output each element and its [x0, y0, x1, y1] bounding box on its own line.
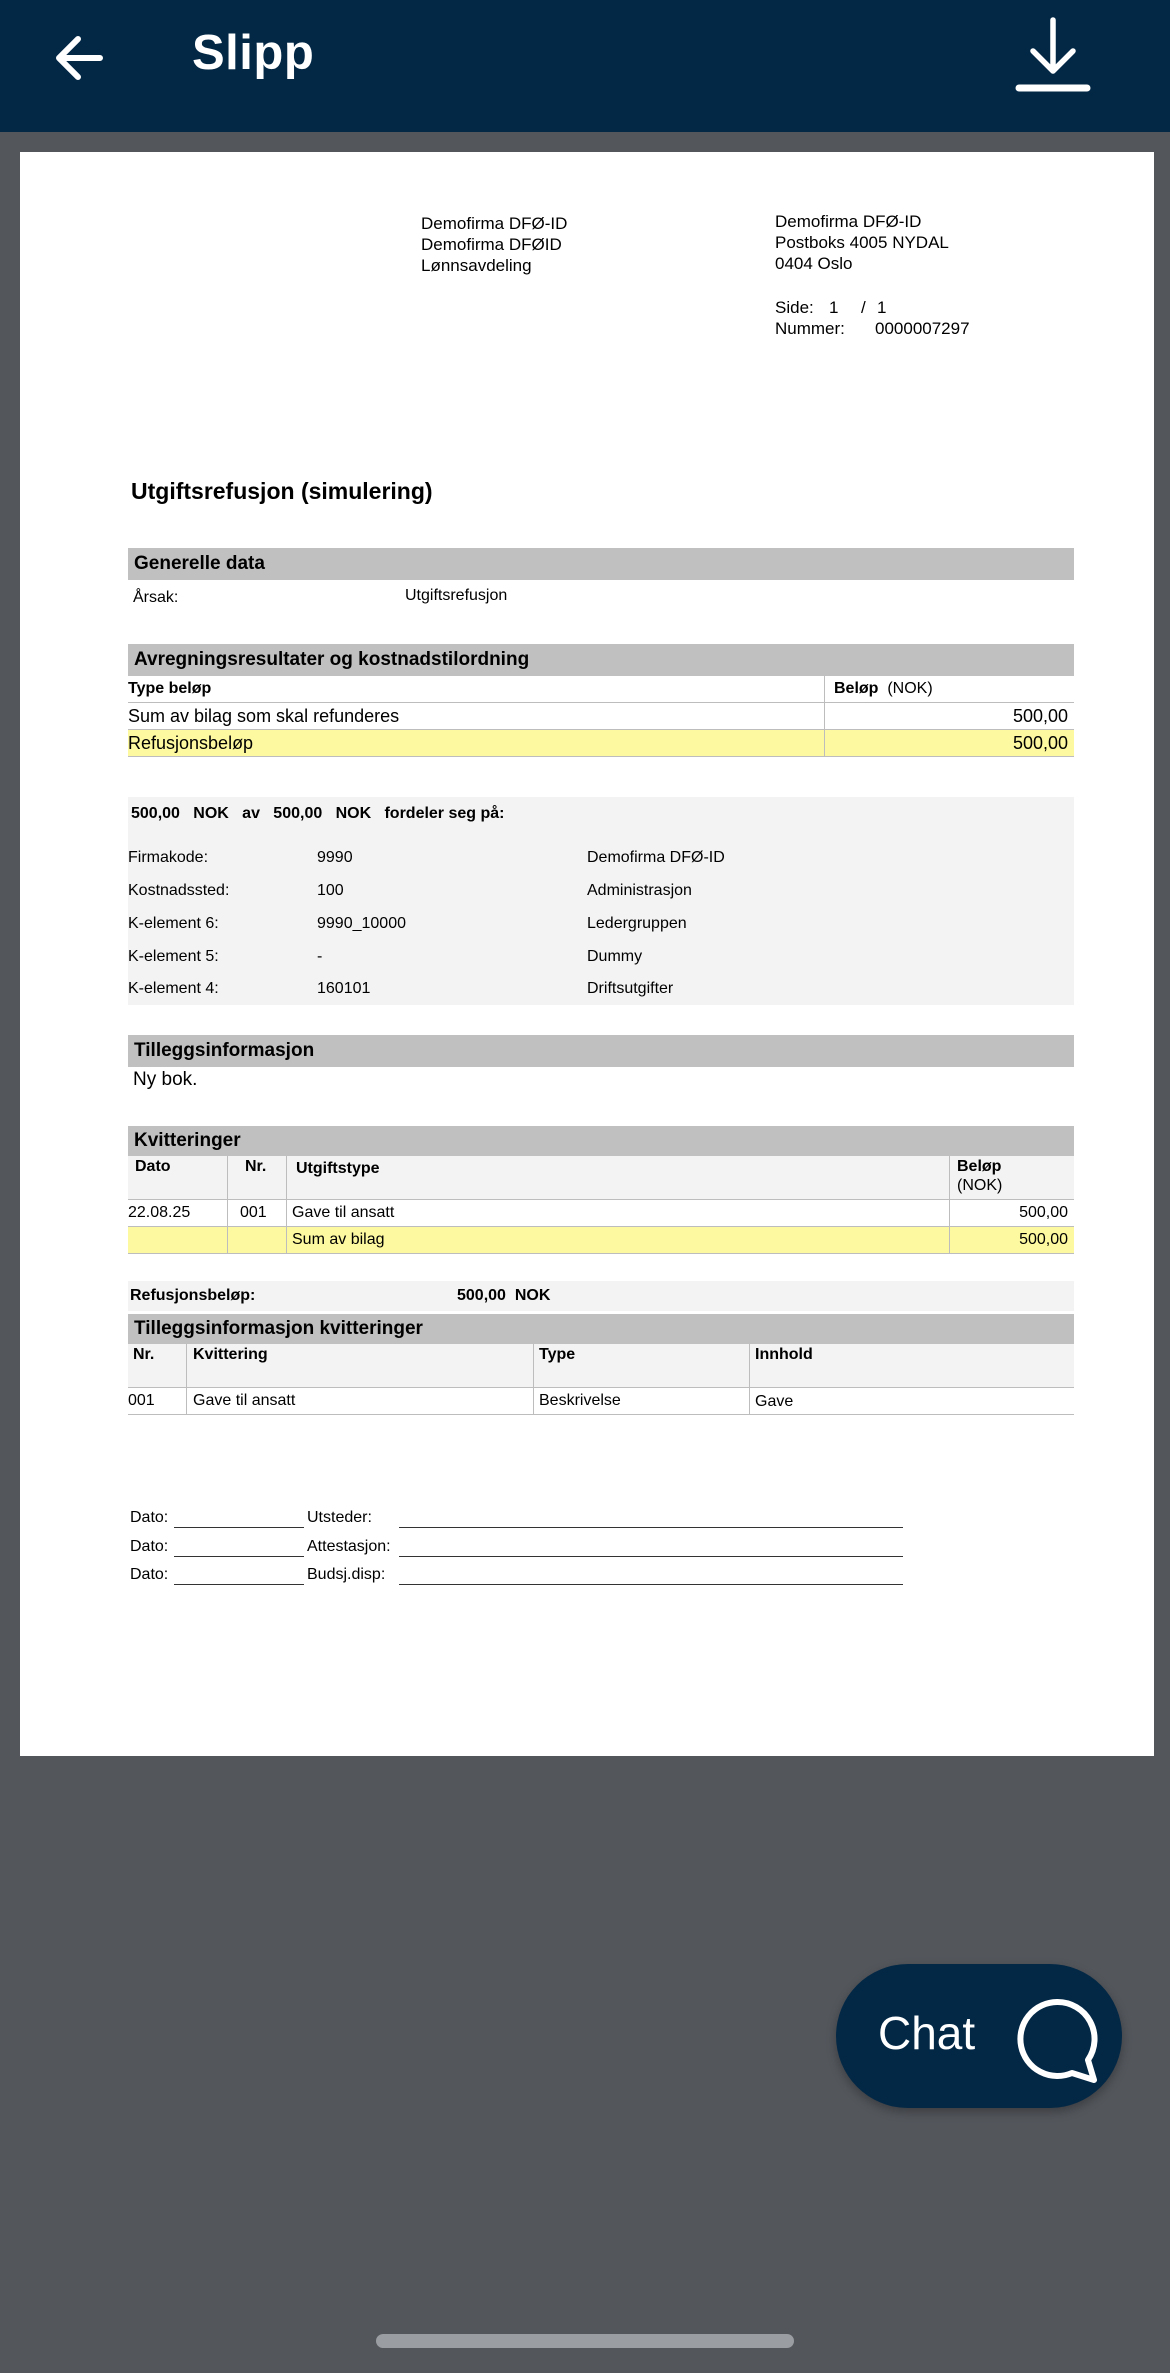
document-title: Utgiftsrefusjon (simulering) — [131, 478, 433, 504]
table-row: 001 Gave til ansatt Beskrivelse Gave — [128, 1392, 794, 1410]
payslip-document — [20, 152, 1154, 1756]
recipient-address — [775, 211, 949, 274]
signature-line: Dato: Attestasjon: — [130, 1538, 168, 1556]
top-bar — [0, 0, 1170, 132]
arsak-label: Årsak: — [133, 589, 179, 606]
sender-line: Demofirma DFØ-ID — [421, 214, 568, 233]
arrow-left-icon — [52, 28, 112, 88]
download-icon — [1012, 14, 1094, 96]
download-button[interactable] — [1012, 14, 1094, 96]
chat-button[interactable] — [836, 1964, 1122, 2108]
table-row: 22.08.25 001 Gave til ansatt 500,00 — [128, 1204, 1068, 1221]
sender-line: Lønnsavdeling — [421, 256, 532, 275]
section-heading: Kvitteringer — [128, 1126, 1074, 1156]
chat-label: Chat — [878, 2007, 976, 2059]
distribution-row: Firmakode: 9990 Demofirma DFØ-ID — [128, 849, 725, 866]
table-row-total: Refusjonsbeløp 500,00 — [128, 730, 1074, 756]
sender-line: Demofirma DFØID — [421, 235, 562, 254]
chat-bubble-icon — [1012, 1994, 1102, 2084]
section-heading: Tilleggsinformasjon — [128, 1035, 1074, 1067]
page-title: Slipp — [192, 26, 315, 80]
distribution-summary: 500,00 NOK av 500,00 NOK fordeler seg på: — [131, 805, 505, 822]
sender-address — [421, 213, 567, 276]
signature-line: Dato: Budsj.disp: — [130, 1566, 168, 1584]
section-heading: Generelle data — [128, 548, 1074, 580]
section-heading: Avregningsresultater og kostnadstilordning — [128, 644, 1074, 676]
page-indicator: Side: 1 / 1 — [775, 298, 887, 317]
document-number: Nummer: 0000007297 — [775, 319, 970, 338]
distribution-row: K-element 6: 9990_10000 Ledergruppen — [128, 915, 687, 932]
recipient-line: Demofirma DFØ-ID — [775, 212, 922, 231]
distribution-row: Kostnadssted: 100 Administrasjon — [128, 882, 692, 899]
additional-info-text: Ny bok. — [133, 1069, 198, 1090]
table-row: Sum av bilag som skal refunderes 500,00 — [128, 706, 1068, 726]
cost-distribution — [128, 797, 1074, 1005]
section-heading: Tilleggsinformasjon kvitteringer — [128, 1314, 1074, 1344]
distribution-row: K-element 4: 160101 Driftsutgifter — [128, 980, 674, 997]
table-header: Type beløp Beløp (NOK) — [128, 680, 933, 697]
distribution-row: K-element 5: - Dummy — [128, 948, 643, 965]
table-row-total: Sum av bilag 500,00 — [128, 1227, 1074, 1253]
refund-total: Refusjonsbeløp: 500,00 NOK — [128, 1281, 1074, 1311]
recipient-line: 0404 Oslo — [775, 254, 853, 273]
table-header: Nr. Kvittering Type Innhold — [128, 1344, 1074, 1387]
home-indicator[interactable] — [376, 2334, 794, 2348]
table-header: Dato Nr. Utgiftstype Beløp (NOK) — [128, 1156, 1074, 1199]
signature-line: Dato: Utsteder: — [130, 1509, 168, 1527]
recipient-line: Postboks 4005 NYDAL — [775, 233, 949, 252]
arsak-value: Utgiftsrefusjon — [405, 587, 508, 604]
back-button[interactable] — [52, 28, 112, 88]
